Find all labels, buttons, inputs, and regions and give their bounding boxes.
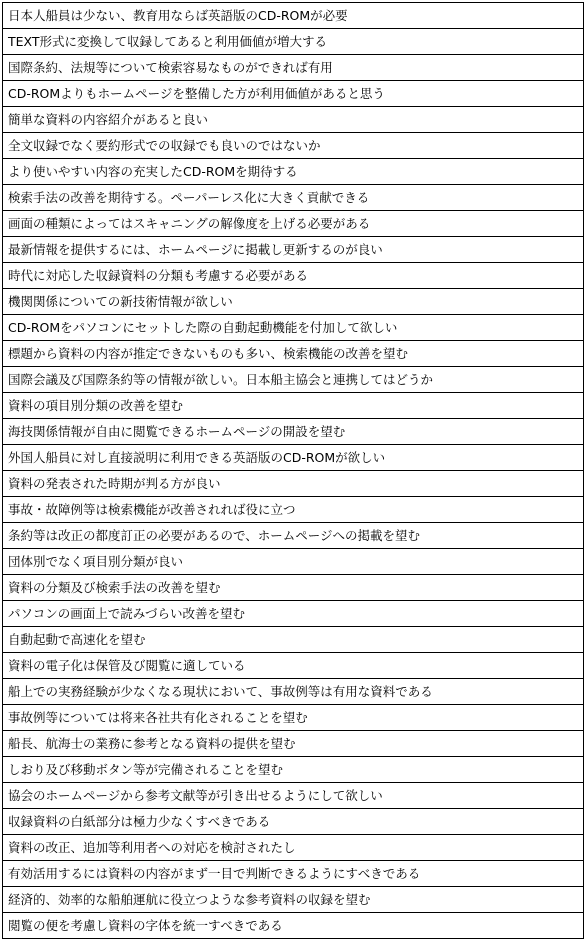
table-row [3, 263, 584, 289]
comment-cell: 閲覧の便を考慮し資料の字体を統一すべきである [3, 913, 584, 939]
table-row [3, 757, 584, 783]
table-row [3, 835, 584, 861]
comment-cell: 収録資料の白紙部分は極力少なくすべきである [3, 809, 584, 835]
comment-cell: 国際条約、法規等について検索容易なものができれば有用 [3, 55, 584, 81]
comment-cell: 事故・故障例等は検索機能が改善されれば役に立つ [3, 497, 584, 523]
comment-cell: 海技関係情報が自由に閲覧できるホームページの開設を望む [3, 419, 584, 445]
comment-cell: 団体別でなく項目別分類が良い [3, 549, 584, 575]
comment-cell: しおり及び移動ボタン等が完備されることを望む [3, 757, 584, 783]
table-row [3, 367, 584, 393]
table-row [3, 445, 584, 471]
comment-cell: 画面の種類によってはスキャニングの解像度を上げる必要がある [3, 211, 584, 237]
comments-table [2, 2, 584, 939]
comment-cell: 標題から資料の内容が推定できないものも多い、検索機能の改善を望む [3, 341, 584, 367]
table-row [3, 575, 584, 601]
comment-cell: 事故例等については将来各社共有化されることを望む [3, 705, 584, 731]
table-row [3, 549, 584, 575]
table-row [3, 861, 584, 887]
table-row [3, 471, 584, 497]
comment-cell: 時代に対応した収録資料の分類も考慮する必要がある [3, 263, 584, 289]
comment-cell: 船上での実務経験が少なくなる現状において、事故例等は有用な資料である [3, 679, 584, 705]
table-row [3, 3, 584, 29]
comment-cell: 日本人船員は少ない、教育用ならば英語版のCD-ROMが必要 [3, 3, 584, 29]
comment-cell: 簡単な資料の内容紹介があると良い [3, 107, 584, 133]
table-row [3, 497, 584, 523]
table-row [3, 419, 584, 445]
comment-cell: CD-ROMをパソコンにセットした際の自動起動機能を付加して欲しい [3, 315, 584, 341]
comment-cell: 協会のホームページから参考文献等が引き出せるようにして欲しい [3, 783, 584, 809]
table-row [3, 627, 584, 653]
comment-cell: 機関関係についての新技術情報が欲しい [3, 289, 584, 315]
table-row [3, 601, 584, 627]
comment-cell: CD-ROMよりもホームページを整備した方が利用価値があると思う [3, 81, 584, 107]
table-row [3, 523, 584, 549]
table-row [3, 653, 584, 679]
comment-cell: 有効活用するには資料の内容がまず一目で判断できるようにすべきである [3, 861, 584, 887]
comment-cell: 国際会議及び国際条約等の情報が欲しい。日本船主協会と連携してはどうか [3, 367, 584, 393]
table-row [3, 731, 584, 757]
table-row [3, 237, 584, 263]
comment-cell: 最新情報を提供するには、ホームページに掲載し更新するのが良い [3, 237, 584, 263]
table-row [3, 679, 584, 705]
comment-cell: 資料の改正、追加等利用者への対応を検討されたし [3, 835, 584, 861]
comment-cell: パソコンの画面上で読みづらい改善を望む [3, 601, 584, 627]
table-row [3, 55, 584, 81]
table-row [3, 107, 584, 133]
table-row [3, 133, 584, 159]
comments-table-body [3, 3, 584, 939]
comment-cell: 検索手法の改善を期待する。ペーパーレス化に大きく貢献できる [3, 185, 584, 211]
comment-cell: 資料の分類及び検索手法の改善を望む [3, 575, 584, 601]
comment-cell: 外国人船員に対し直接説明に利用できる英語版のCD-ROMが欲しい [3, 445, 584, 471]
comment-cell: 経済的、効率的な船舶運航に役立つような参考資料の収録を望む [3, 887, 584, 913]
table-row [3, 315, 584, 341]
table-row [3, 705, 584, 731]
table-row [3, 783, 584, 809]
table-row [3, 159, 584, 185]
comment-cell: 全文収録でなく要約形式での収録でも良いのではないか [3, 133, 584, 159]
comment-cell: TEXT形式に変換して収録してあると利用価値が増大する [3, 29, 584, 55]
table-row [3, 393, 584, 419]
table-row [3, 81, 584, 107]
table-row [3, 29, 584, 55]
comment-cell: より使いやすい内容の充実したCD-ROMを期待する [3, 159, 584, 185]
comment-cell: 船長、航海士の業務に参考となる資料の提供を望む [3, 731, 584, 757]
table-row [3, 211, 584, 237]
comment-cell: 資料の発表された時期が判る方が良い [3, 471, 584, 497]
comment-cell: 自動起動で高速化を望む [3, 627, 584, 653]
table-row [3, 887, 584, 913]
comment-cell: 資料の電子化は保管及び閲覧に適している [3, 653, 584, 679]
table-row [3, 809, 584, 835]
comment-cell: 条約等は改正の都度訂正の必要があるので、ホームページへの掲載を望む [3, 523, 584, 549]
table-row [3, 289, 584, 315]
comment-cell: 資料の項目別分類の改善を望む [3, 393, 584, 419]
table-row [3, 341, 584, 367]
table-row [3, 913, 584, 939]
table-row [3, 185, 584, 211]
